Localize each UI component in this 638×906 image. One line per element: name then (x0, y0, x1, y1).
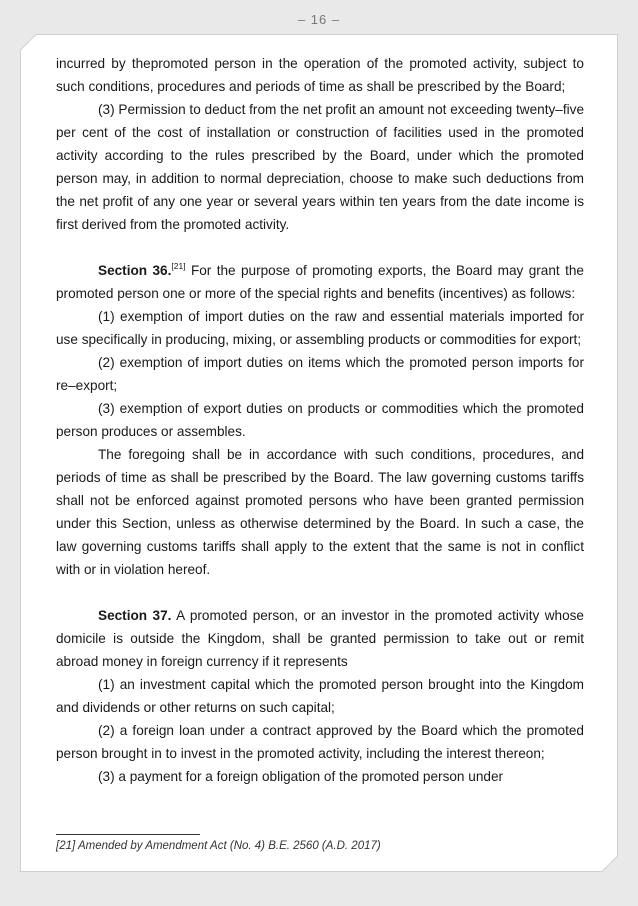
list-item: (3) exemption of export duties on products or commodities which the promoted person produces or assembles. (56, 401, 584, 439)
list-item: (2) exemption of import duties on items which the promoted person imports for re–export; (56, 355, 584, 393)
paragraph: The foregoing shall be in accordance with such conditions, procedures, and periods of time as shall be prescribed by the Board. The law governing customs tariffs shall not be enforced against promoted persons who have been granted permission under this Section, unless as otherwise determined by the Board. In such a case, the law governing customs tariffs shall apply to the extent that the same is not in conflict with or in violation hereof. (56, 447, 584, 577)
paragraph: (3) Permission to deduct from the net profit an amount not exceeding twenty–five per cent of the cost of installation or construction of facilities used in the promoted activity according to the rules prescribed by the Board, under which the promoted person may, in addition to normal depreciation, choose to make such deductions from the net profit of any one year or several years within ten years from the date income is first derived from the promoted activity. (56, 102, 584, 232)
list-item: (1) exemption of import duties on the raw and essential materials imported for use specifically in producing, mixing, or assembling products or commodities for export; (56, 309, 584, 347)
list-item: (2) a foreign loan under a contract approved by the Board which the promoted person brought in to invest in the promoted activity, including the interest thereon; (56, 723, 584, 761)
section-37-heading: Section 37. (98, 608, 172, 623)
page-number: – 16 – (297, 12, 341, 27)
section-37-text: A promoted person, or an investor in the promoted activity whose domicile is outside the Kingdom, shall be granted permission to take out or remit abroad money in foreign currency if it represents (56, 608, 584, 669)
section-36-paragraph (56, 259, 584, 305)
section-37-paragraph (56, 604, 584, 673)
document-body (56, 52, 584, 788)
section-36-text: For the purpose of promoting exports, the Board may grant the promoted person one or more of the special rights and benefits (incentives) as follows: (56, 263, 584, 301)
footnote-divider (56, 834, 200, 835)
footnote-reference: [21] (171, 261, 186, 271)
footnote: [21] Amended by Amendment Act (No. 4) B.E. 2560 (A.D. 2017) (56, 840, 381, 852)
section-36-heading: Section 36. (98, 263, 172, 278)
list-item: (1) an investment capital which the promoted person brought into the Kingdom and dividends or other returns on such capital; (56, 677, 584, 715)
list-item: (3) a payment for a foreign obligation of the promoted person under (98, 769, 504, 784)
paragraph: incurred by thepromoted person in the operation of the promoted activity, subject to such conditions, procedures and periods of time as shall be prescribed by the Board; (56, 56, 584, 94)
